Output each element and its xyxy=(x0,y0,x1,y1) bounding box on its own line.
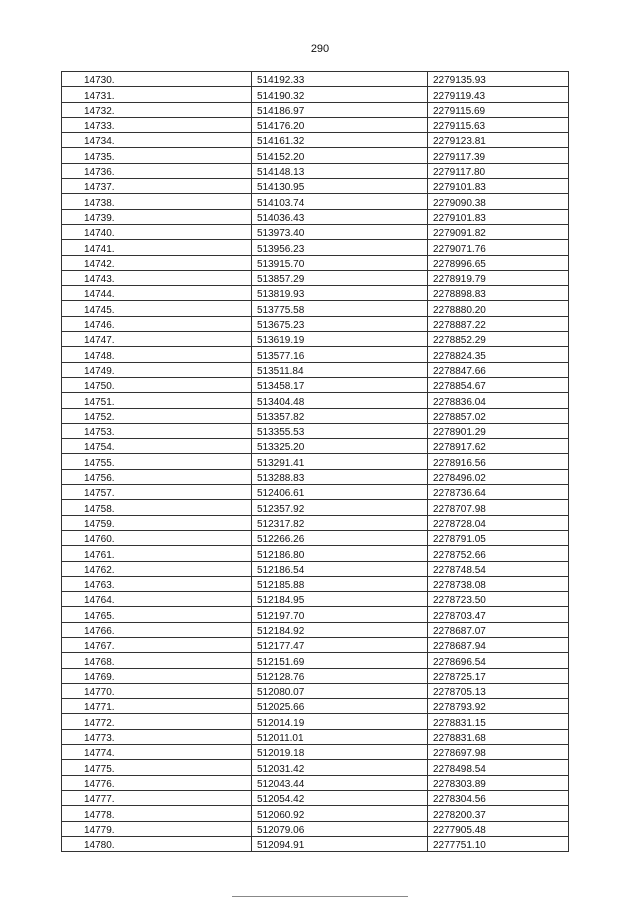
y-coordinate-cell: 2278303.89 xyxy=(428,775,569,790)
y-coordinate-cell: 2278304.56 xyxy=(428,790,569,805)
x-coordinate-cell: 513619.19 xyxy=(252,332,428,347)
x-coordinate-cell: 512094.91 xyxy=(252,836,428,851)
point-id-cell: 14780. xyxy=(62,836,252,851)
point-id-cell: 14742. xyxy=(62,255,252,270)
point-id-cell: 14747. xyxy=(62,332,252,347)
table-row xyxy=(62,469,569,484)
y-coordinate-cell: 2278847.66 xyxy=(428,362,569,377)
y-coordinate-cell: 2279115.69 xyxy=(428,102,569,117)
table-row xyxy=(62,393,569,408)
table-row xyxy=(62,316,569,331)
table-row xyxy=(62,454,569,469)
table-row xyxy=(62,255,569,270)
table-row xyxy=(62,148,569,163)
table-row xyxy=(62,163,569,178)
x-coordinate-cell: 513973.40 xyxy=(252,224,428,239)
point-id-cell: 14736. xyxy=(62,163,252,178)
y-coordinate-cell: 2278736.64 xyxy=(428,485,569,500)
x-coordinate-cell: 513511.84 xyxy=(252,362,428,377)
y-coordinate-cell: 2277751.10 xyxy=(428,836,569,851)
table-row xyxy=(62,286,569,301)
point-id-cell: 14754. xyxy=(62,439,252,454)
y-coordinate-cell: 2278852.29 xyxy=(428,332,569,347)
point-id-cell: 14759. xyxy=(62,515,252,530)
x-coordinate-cell: 512186.54 xyxy=(252,561,428,576)
bottom-divider xyxy=(232,896,408,897)
table-row xyxy=(62,637,569,652)
table-row xyxy=(62,515,569,530)
table-row xyxy=(62,760,569,775)
table-row xyxy=(62,133,569,148)
y-coordinate-cell: 2279071.76 xyxy=(428,240,569,255)
x-coordinate-cell: 513775.58 xyxy=(252,301,428,316)
x-coordinate-cell: 514152.20 xyxy=(252,148,428,163)
table-row xyxy=(62,668,569,683)
y-coordinate-cell: 2279090.38 xyxy=(428,194,569,209)
table-row xyxy=(62,530,569,545)
table-row xyxy=(62,102,569,117)
table-row xyxy=(62,622,569,637)
point-id-cell: 14749. xyxy=(62,362,252,377)
x-coordinate-cell: 512011.01 xyxy=(252,729,428,744)
y-coordinate-cell: 2278707.98 xyxy=(428,500,569,515)
x-coordinate-cell: 512079.06 xyxy=(252,821,428,836)
point-id-cell: 14775. xyxy=(62,760,252,775)
y-coordinate-cell: 2279101.83 xyxy=(428,179,569,194)
point-id-cell: 14752. xyxy=(62,408,252,423)
y-coordinate-cell: 2278916.56 xyxy=(428,454,569,469)
table-row xyxy=(62,836,569,851)
x-coordinate-cell: 512151.69 xyxy=(252,653,428,668)
y-coordinate-cell: 2279117.80 xyxy=(428,163,569,178)
table-row xyxy=(62,592,569,607)
x-coordinate-cell: 512406.61 xyxy=(252,485,428,500)
y-coordinate-cell: 2277905.48 xyxy=(428,821,569,836)
point-id-cell: 14777. xyxy=(62,790,252,805)
point-id-cell: 14745. xyxy=(62,301,252,316)
y-coordinate-cell: 2278687.07 xyxy=(428,622,569,637)
x-coordinate-cell: 512186.80 xyxy=(252,546,428,561)
table-row xyxy=(62,729,569,744)
x-coordinate-cell: 513819.93 xyxy=(252,286,428,301)
y-coordinate-cell: 2278836.04 xyxy=(428,393,569,408)
y-coordinate-cell: 2278898.83 xyxy=(428,286,569,301)
x-coordinate-cell: 512317.82 xyxy=(252,515,428,530)
x-coordinate-cell: 513458.17 xyxy=(252,377,428,392)
x-coordinate-cell: 514161.32 xyxy=(252,133,428,148)
table-row xyxy=(62,485,569,500)
x-coordinate-cell: 513404.48 xyxy=(252,393,428,408)
point-id-cell: 14741. xyxy=(62,240,252,255)
point-id-cell: 14776. xyxy=(62,775,252,790)
table-row xyxy=(62,806,569,821)
x-coordinate-cell: 512043.44 xyxy=(252,775,428,790)
x-coordinate-cell: 512184.95 xyxy=(252,592,428,607)
y-coordinate-cell: 2279101.83 xyxy=(428,209,569,224)
y-coordinate-cell: 2278697.98 xyxy=(428,745,569,760)
x-coordinate-cell: 512054.42 xyxy=(252,790,428,805)
coordinates-table xyxy=(61,71,569,852)
page-number: 290 xyxy=(310,43,330,55)
y-coordinate-cell: 2278824.35 xyxy=(428,347,569,362)
point-id-cell: 14768. xyxy=(62,653,252,668)
table-row xyxy=(62,224,569,239)
point-id-cell: 14748. xyxy=(62,347,252,362)
table-row xyxy=(62,683,569,698)
point-id-cell: 14738. xyxy=(62,194,252,209)
x-coordinate-cell: 514130.95 xyxy=(252,179,428,194)
point-id-cell: 14757. xyxy=(62,485,252,500)
y-coordinate-cell: 2278791.05 xyxy=(428,530,569,545)
x-coordinate-cell: 512080.07 xyxy=(252,683,428,698)
y-coordinate-cell: 2278831.68 xyxy=(428,729,569,744)
point-id-cell: 14778. xyxy=(62,806,252,821)
y-coordinate-cell: 2279115.63 xyxy=(428,117,569,132)
x-coordinate-cell: 513325.20 xyxy=(252,439,428,454)
y-coordinate-cell: 2278703.47 xyxy=(428,607,569,622)
y-coordinate-cell: 2279135.93 xyxy=(428,72,569,87)
x-coordinate-cell: 514176.20 xyxy=(252,117,428,132)
y-coordinate-cell: 2278752.66 xyxy=(428,546,569,561)
table-row xyxy=(62,699,569,714)
point-id-cell: 14735. xyxy=(62,148,252,163)
y-coordinate-cell: 2278919.79 xyxy=(428,270,569,285)
point-id-cell: 14731. xyxy=(62,87,252,102)
table-row xyxy=(62,775,569,790)
point-id-cell: 14755. xyxy=(62,454,252,469)
table-row xyxy=(62,72,569,87)
point-id-cell: 14743. xyxy=(62,270,252,285)
table-row xyxy=(62,87,569,102)
point-id-cell: 14737. xyxy=(62,179,252,194)
y-coordinate-cell: 2279123.81 xyxy=(428,133,569,148)
x-coordinate-cell: 514190.32 xyxy=(252,87,428,102)
y-coordinate-cell: 2278705.13 xyxy=(428,683,569,698)
table-row xyxy=(62,362,569,377)
y-coordinate-cell: 2278857.02 xyxy=(428,408,569,423)
table-row xyxy=(62,408,569,423)
table-row xyxy=(62,790,569,805)
point-id-cell: 14751. xyxy=(62,393,252,408)
coordinates-table-body xyxy=(62,72,569,852)
x-coordinate-cell: 514186.97 xyxy=(252,102,428,117)
table-row xyxy=(62,240,569,255)
x-coordinate-cell: 512025.66 xyxy=(252,699,428,714)
point-id-cell: 14764. xyxy=(62,592,252,607)
x-coordinate-cell: 512185.88 xyxy=(252,576,428,591)
y-coordinate-cell: 2278831.15 xyxy=(428,714,569,729)
point-id-cell: 14770. xyxy=(62,683,252,698)
y-coordinate-cell: 2278917.62 xyxy=(428,439,569,454)
x-coordinate-cell: 513355.53 xyxy=(252,423,428,438)
point-id-cell: 14756. xyxy=(62,469,252,484)
x-coordinate-cell: 512019.18 xyxy=(252,745,428,760)
point-id-cell: 14766. xyxy=(62,622,252,637)
table-row xyxy=(62,714,569,729)
point-id-cell: 14771. xyxy=(62,699,252,714)
y-coordinate-cell: 2279119.43 xyxy=(428,87,569,102)
table-row xyxy=(62,270,569,285)
x-coordinate-cell: 512197.70 xyxy=(252,607,428,622)
x-coordinate-cell: 514148.13 xyxy=(252,163,428,178)
y-coordinate-cell: 2278687.94 xyxy=(428,637,569,652)
table-row xyxy=(62,179,569,194)
table-row xyxy=(62,209,569,224)
table-row xyxy=(62,576,569,591)
table-row xyxy=(62,821,569,836)
y-coordinate-cell: 2279117.39 xyxy=(428,148,569,163)
x-coordinate-cell: 513857.29 xyxy=(252,270,428,285)
point-id-cell: 14744. xyxy=(62,286,252,301)
y-coordinate-cell: 2278738.08 xyxy=(428,576,569,591)
x-coordinate-cell: 512266.26 xyxy=(252,530,428,545)
table-row xyxy=(62,332,569,347)
point-id-cell: 14730. xyxy=(62,72,252,87)
x-coordinate-cell: 514036.43 xyxy=(252,209,428,224)
point-id-cell: 14761. xyxy=(62,546,252,561)
point-id-cell: 14765. xyxy=(62,607,252,622)
point-id-cell: 14746. xyxy=(62,316,252,331)
x-coordinate-cell: 513675.23 xyxy=(252,316,428,331)
y-coordinate-cell: 2278498.54 xyxy=(428,760,569,775)
x-coordinate-cell: 513577.16 xyxy=(252,347,428,362)
point-id-cell: 14760. xyxy=(62,530,252,545)
table-row xyxy=(62,653,569,668)
point-id-cell: 14779. xyxy=(62,821,252,836)
x-coordinate-cell: 512128.76 xyxy=(252,668,428,683)
x-coordinate-cell: 512357.92 xyxy=(252,500,428,515)
table-row xyxy=(62,377,569,392)
point-id-cell: 14769. xyxy=(62,668,252,683)
y-coordinate-cell: 2278748.54 xyxy=(428,561,569,576)
y-coordinate-cell: 2278887.22 xyxy=(428,316,569,331)
y-coordinate-cell: 2278200.37 xyxy=(428,806,569,821)
point-id-cell: 14732. xyxy=(62,102,252,117)
x-coordinate-cell: 513956.23 xyxy=(252,240,428,255)
point-id-cell: 14762. xyxy=(62,561,252,576)
x-coordinate-cell: 512060.92 xyxy=(252,806,428,821)
point-id-cell: 14767. xyxy=(62,637,252,652)
x-coordinate-cell: 513915.70 xyxy=(252,255,428,270)
y-coordinate-cell: 2278996.65 xyxy=(428,255,569,270)
table-row xyxy=(62,500,569,515)
y-coordinate-cell: 2278728.04 xyxy=(428,515,569,530)
y-coordinate-cell: 2278725.17 xyxy=(428,668,569,683)
x-coordinate-cell: 513357.82 xyxy=(252,408,428,423)
table-row xyxy=(62,607,569,622)
y-coordinate-cell: 2278496.02 xyxy=(428,469,569,484)
x-coordinate-cell: 514103.74 xyxy=(252,194,428,209)
table-row xyxy=(62,423,569,438)
table-row xyxy=(62,439,569,454)
y-coordinate-cell: 2278854.67 xyxy=(428,377,569,392)
x-coordinate-cell: 512014.19 xyxy=(252,714,428,729)
y-coordinate-cell: 2278793.92 xyxy=(428,699,569,714)
table-row xyxy=(62,117,569,132)
table-row xyxy=(62,745,569,760)
x-coordinate-cell: 512184.92 xyxy=(252,622,428,637)
table-row xyxy=(62,194,569,209)
x-coordinate-cell: 512031.42 xyxy=(252,760,428,775)
x-coordinate-cell: 513288.83 xyxy=(252,469,428,484)
point-id-cell: 14753. xyxy=(62,423,252,438)
y-coordinate-cell: 2278723.50 xyxy=(428,592,569,607)
x-coordinate-cell: 514192.33 xyxy=(252,72,428,87)
point-id-cell: 14739. xyxy=(62,209,252,224)
y-coordinate-cell: 2278901.29 xyxy=(428,423,569,438)
table-row xyxy=(62,301,569,316)
point-id-cell: 14740. xyxy=(62,224,252,239)
point-id-cell: 14773. xyxy=(62,729,252,744)
x-coordinate-cell: 512177.47 xyxy=(252,637,428,652)
y-coordinate-cell: 2278880.20 xyxy=(428,301,569,316)
point-id-cell: 14763. xyxy=(62,576,252,591)
table-row xyxy=(62,561,569,576)
y-coordinate-cell: 2279091.82 xyxy=(428,224,569,239)
y-coordinate-cell: 2278696.54 xyxy=(428,653,569,668)
point-id-cell: 14758. xyxy=(62,500,252,515)
table-row xyxy=(62,546,569,561)
point-id-cell: 14750. xyxy=(62,377,252,392)
point-id-cell: 14734. xyxy=(62,133,252,148)
x-coordinate-cell: 513291.41 xyxy=(252,454,428,469)
table-row xyxy=(62,347,569,362)
point-id-cell: 14772. xyxy=(62,714,252,729)
point-id-cell: 14774. xyxy=(62,745,252,760)
point-id-cell: 14733. xyxy=(62,117,252,132)
